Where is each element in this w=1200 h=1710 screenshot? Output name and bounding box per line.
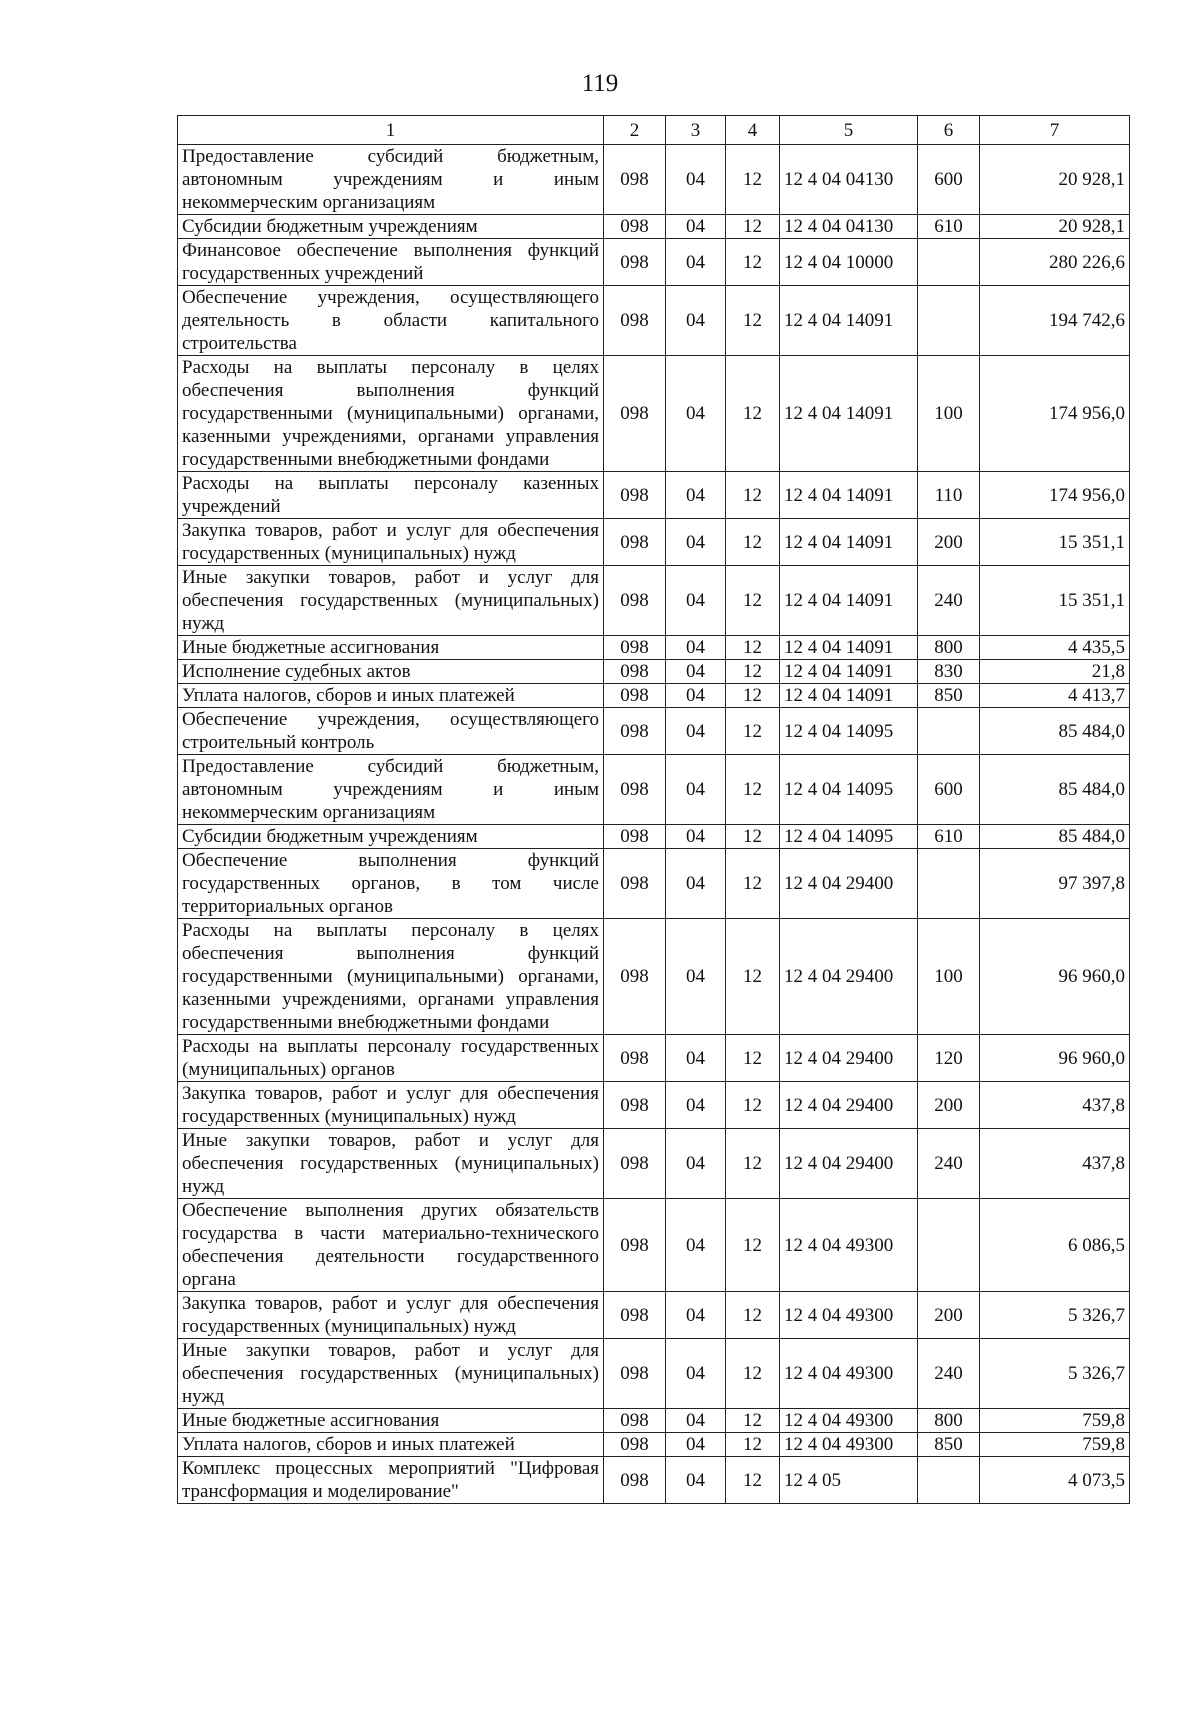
row-col4-cell: 12 <box>726 849 780 919</box>
row-name-cell: Расходы на выплаты персоналу казенных учреждений <box>178 472 604 519</box>
row-name-cell: Иные закупки товаров, работ и услуг для обеспечения государственных (муниципальных) нужд <box>178 1339 604 1409</box>
row-col2-cell: 098 <box>604 356 666 472</box>
row-name-cell: Обеспечение выполнения других обязательств государства в части материально-технического обеспечения деятельности государственного органа <box>178 1199 604 1292</box>
row-code-cell: 12 4 04 29400 <box>780 1035 918 1082</box>
row-name-cell: Расходы на выплаты персоналу в целях обеспечения выполнения функций государственными (муниципальными) органами, казенными учреждениями, органами управления государственными внебюджетными фондами <box>178 356 604 472</box>
row-amount-cell: 437,8 <box>980 1129 1130 1199</box>
row-amount-cell: 97 397,8 <box>980 849 1130 919</box>
row-col3-cell: 04 <box>666 472 726 519</box>
row-code-cell: 12 4 04 29400 <box>780 849 918 919</box>
row-col2-cell: 098 <box>604 286 666 356</box>
row-col4-cell: 12 <box>726 286 780 356</box>
row-col2-cell: 098 <box>604 1199 666 1292</box>
table-row <box>178 684 1130 708</box>
row-col3-cell: 04 <box>666 356 726 472</box>
table-row <box>178 755 1130 825</box>
row-col4-cell: 12 <box>726 1129 780 1199</box>
table-row <box>178 239 1130 286</box>
row-amount-cell: 759,8 <box>980 1433 1130 1457</box>
table-row <box>178 1129 1130 1199</box>
table-row <box>178 708 1130 755</box>
row-amount-cell: 194 742,6 <box>980 286 1130 356</box>
row-code-cell: 12 4 04 14091 <box>780 636 918 660</box>
row-col4-cell: 12 <box>726 1339 780 1409</box>
table-row <box>178 566 1130 636</box>
row-code-cell: 12 4 04 29400 <box>780 919 918 1035</box>
table-row <box>178 1339 1130 1409</box>
row-code-cell: 12 4 04 49300 <box>780 1199 918 1292</box>
row-name-cell: Расходы на выплаты персоналу государственных (муниципальных) органов <box>178 1035 604 1082</box>
row-amount-cell: 96 960,0 <box>980 1035 1130 1082</box>
header-col-6: 6 <box>918 116 980 145</box>
row-col3-cell: 04 <box>666 708 726 755</box>
row-type-cell: 800 <box>918 1409 980 1433</box>
row-type-cell <box>918 1457 980 1504</box>
row-col2-cell: 098 <box>604 239 666 286</box>
row-type-cell: 110 <box>918 472 980 519</box>
row-type-cell <box>918 286 980 356</box>
table-row <box>178 472 1130 519</box>
row-type-cell: 240 <box>918 1129 980 1199</box>
row-type-cell: 200 <box>918 1292 980 1339</box>
row-col4-cell: 12 <box>726 472 780 519</box>
row-col2-cell: 098 <box>604 1082 666 1129</box>
header-col-2: 2 <box>604 116 666 145</box>
row-name-cell: Иные закупки товаров, работ и услуг для обеспечения государственных (муниципальных) нужд <box>178 1129 604 1199</box>
row-col2-cell: 098 <box>604 1129 666 1199</box>
row-type-cell <box>918 849 980 919</box>
row-code-cell: 12 4 04 49300 <box>780 1292 918 1339</box>
row-col2-cell: 098 <box>604 1457 666 1504</box>
row-name-cell: Закупка товаров, работ и услуг для обеспечения государственных (муниципальных) нужд <box>178 1082 604 1129</box>
row-col4-cell: 12 <box>726 1433 780 1457</box>
row-type-cell: 610 <box>918 215 980 239</box>
row-col4-cell: 12 <box>726 636 780 660</box>
row-amount-cell: 21,8 <box>980 660 1130 684</box>
table-row <box>178 1292 1130 1339</box>
row-type-cell: 240 <box>918 1339 980 1409</box>
table-row <box>178 825 1130 849</box>
row-col3-cell: 04 <box>666 684 726 708</box>
row-col3-cell: 04 <box>666 1457 726 1504</box>
row-amount-cell: 5 326,7 <box>980 1339 1130 1409</box>
row-amount-cell: 85 484,0 <box>980 825 1130 849</box>
row-col3-cell: 04 <box>666 1433 726 1457</box>
row-type-cell <box>918 708 980 755</box>
row-type-cell: 240 <box>918 566 980 636</box>
row-type-cell: 600 <box>918 145 980 215</box>
row-col3-cell: 04 <box>666 1199 726 1292</box>
row-col4-cell: 12 <box>726 145 780 215</box>
row-col3-cell: 04 <box>666 1035 726 1082</box>
header-col-3: 3 <box>666 116 726 145</box>
row-col2-cell: 098 <box>604 472 666 519</box>
row-col3-cell: 04 <box>666 825 726 849</box>
row-col4-cell: 12 <box>726 1082 780 1129</box>
row-col3-cell: 04 <box>666 636 726 660</box>
row-col2-cell: 098 <box>604 1339 666 1409</box>
row-col4-cell: 12 <box>726 519 780 566</box>
row-col4-cell: 12 <box>726 1292 780 1339</box>
row-col2-cell: 098 <box>604 919 666 1035</box>
row-code-cell: 12 4 04 14091 <box>780 660 918 684</box>
row-code-cell: 12 4 04 14091 <box>780 472 918 519</box>
row-col3-cell: 04 <box>666 239 726 286</box>
row-code-cell: 12 4 04 29400 <box>780 1082 918 1129</box>
row-type-cell: 100 <box>918 356 980 472</box>
row-col2-cell: 098 <box>604 755 666 825</box>
table-row <box>178 1199 1130 1292</box>
table-row <box>178 636 1130 660</box>
row-type-cell: 850 <box>918 1433 980 1457</box>
header-row <box>178 116 1130 145</box>
row-col4-cell: 12 <box>726 919 780 1035</box>
row-type-cell: 830 <box>918 660 980 684</box>
row-name-cell: Обеспечение учреждения, осуществляющего деятельность в области капитального строительства <box>178 286 604 356</box>
row-col2-cell: 098 <box>604 636 666 660</box>
row-name-cell: Иные закупки товаров, работ и услуг для обеспечения государственных (муниципальных) нужд <box>178 566 604 636</box>
table-row <box>178 1457 1130 1504</box>
row-col3-cell: 04 <box>666 1129 726 1199</box>
row-col2-cell: 098 <box>604 708 666 755</box>
row-name-cell: Комплекс процессных мероприятий "Цифровая трансформация и моделирование" <box>178 1457 604 1504</box>
row-amount-cell: 20 928,1 <box>980 215 1130 239</box>
row-code-cell: 12 4 04 14091 <box>780 519 918 566</box>
table-body <box>178 145 1130 1504</box>
row-amount-cell: 15 351,1 <box>980 519 1130 566</box>
table-row <box>178 1082 1130 1129</box>
row-name-cell: Обеспечение выполнения функций государственных органов, в том числе территориальных органов <box>178 849 604 919</box>
row-amount-cell: 20 928,1 <box>980 145 1130 215</box>
row-name-cell: Обеспечение учреждения, осуществляющего строительный контроль <box>178 708 604 755</box>
table-row <box>178 660 1130 684</box>
row-col2-cell: 098 <box>604 519 666 566</box>
header-col-1: 1 <box>178 116 604 145</box>
row-amount-cell: 85 484,0 <box>980 708 1130 755</box>
row-code-cell: 12 4 04 49300 <box>780 1433 918 1457</box>
row-code-cell: 12 4 04 14095 <box>780 708 918 755</box>
row-type-cell <box>918 1199 980 1292</box>
table-row <box>178 919 1130 1035</box>
row-col2-cell: 098 <box>604 849 666 919</box>
row-amount-cell: 4 073,5 <box>980 1457 1130 1504</box>
row-col4-cell: 12 <box>726 239 780 286</box>
row-code-cell: 12 4 04 04130 <box>780 145 918 215</box>
row-col4-cell: 12 <box>726 755 780 825</box>
row-amount-cell: 85 484,0 <box>980 755 1130 825</box>
row-name-cell: Субсидии бюджетным учреждениям <box>178 215 604 239</box>
row-amount-cell: 5 326,7 <box>980 1292 1130 1339</box>
row-col3-cell: 04 <box>666 286 726 356</box>
row-col4-cell: 12 <box>726 1457 780 1504</box>
row-col4-cell: 12 <box>726 825 780 849</box>
row-col4-cell: 12 <box>726 1199 780 1292</box>
row-col3-cell: 04 <box>666 755 726 825</box>
row-col3-cell: 04 <box>666 215 726 239</box>
row-code-cell: 12 4 04 14091 <box>780 566 918 636</box>
row-col3-cell: 04 <box>666 566 726 636</box>
row-col3-cell: 04 <box>666 660 726 684</box>
row-code-cell: 12 4 04 14091 <box>780 286 918 356</box>
row-col2-cell: 098 <box>604 215 666 239</box>
row-code-cell: 12 4 04 14095 <box>780 755 918 825</box>
row-code-cell: 12 4 04 14095 <box>780 825 918 849</box>
row-amount-cell: 759,8 <box>980 1409 1130 1433</box>
table-row <box>178 1035 1130 1082</box>
row-col2-cell: 098 <box>604 825 666 849</box>
row-col4-cell: 12 <box>726 1035 780 1082</box>
row-code-cell: 12 4 04 10000 <box>780 239 918 286</box>
header-col-7: 7 <box>980 116 1130 145</box>
row-col4-cell: 12 <box>726 708 780 755</box>
row-amount-cell: 4 435,5 <box>980 636 1130 660</box>
table-row <box>178 1433 1130 1457</box>
table-row <box>178 215 1130 239</box>
header-col-4: 4 <box>726 116 780 145</box>
table-row <box>178 286 1130 356</box>
row-code-cell: 12 4 04 14091 <box>780 356 918 472</box>
row-col4-cell: 12 <box>726 660 780 684</box>
row-type-cell: 200 <box>918 519 980 566</box>
row-amount-cell: 280 226,6 <box>980 239 1130 286</box>
row-col3-cell: 04 <box>666 849 726 919</box>
row-code-cell: 12 4 05 <box>780 1457 918 1504</box>
row-type-cell: 100 <box>918 919 980 1035</box>
budget-table <box>177 115 1130 1504</box>
row-col2-cell: 098 <box>604 1409 666 1433</box>
row-col3-cell: 04 <box>666 145 726 215</box>
row-name-cell: Закупка товаров, работ и услуг для обеспечения государственных (муниципальных) нужд <box>178 1292 604 1339</box>
row-col2-cell: 098 <box>604 660 666 684</box>
row-name-cell: Финансовое обеспечение выполнения функций государственных учреждений <box>178 239 604 286</box>
row-type-cell: 850 <box>918 684 980 708</box>
row-name-cell: Исполнение судебных актов <box>178 660 604 684</box>
row-type-cell: 800 <box>918 636 980 660</box>
table-row <box>178 356 1130 472</box>
row-name-cell: Иные бюджетные ассигнования <box>178 636 604 660</box>
row-code-cell: 12 4 04 49300 <box>780 1339 918 1409</box>
row-col3-cell: 04 <box>666 1082 726 1129</box>
row-code-cell: 12 4 04 29400 <box>780 1129 918 1199</box>
row-name-cell: Иные бюджетные ассигнования <box>178 1409 604 1433</box>
row-name-cell: Расходы на выплаты персоналу в целях обеспечения выполнения функций государственными (муниципальными) органами, казенными учреждениями, органами управления государственными внебюджетными фондами <box>178 919 604 1035</box>
row-amount-cell: 437,8 <box>980 1082 1130 1129</box>
row-name-cell: Уплата налогов, сборов и иных платежей <box>178 1433 604 1457</box>
row-col2-cell: 098 <box>604 145 666 215</box>
row-code-cell: 12 4 04 14091 <box>780 684 918 708</box>
row-col3-cell: 04 <box>666 1292 726 1339</box>
row-col4-cell: 12 <box>726 566 780 636</box>
row-col4-cell: 12 <box>726 356 780 472</box>
row-col3-cell: 04 <box>666 1339 726 1409</box>
row-type-cell: 600 <box>918 755 980 825</box>
row-code-cell: 12 4 04 49300 <box>780 1409 918 1433</box>
row-amount-cell: 96 960,0 <box>980 919 1130 1035</box>
row-col2-cell: 098 <box>604 1433 666 1457</box>
table-row <box>178 1409 1130 1433</box>
header-col-5: 5 <box>780 116 918 145</box>
row-col4-cell: 12 <box>726 684 780 708</box>
row-col2-cell: 098 <box>604 684 666 708</box>
row-amount-cell: 174 956,0 <box>980 356 1130 472</box>
row-type-cell <box>918 239 980 286</box>
table-row <box>178 145 1130 215</box>
row-col3-cell: 04 <box>666 519 726 566</box>
row-amount-cell: 174 956,0 <box>980 472 1130 519</box>
row-amount-cell: 4 413,7 <box>980 684 1130 708</box>
page-number: 119 <box>581 70 619 97</box>
row-name-cell: Закупка товаров, работ и услуг для обеспечения государственных (муниципальных) нужд <box>178 519 604 566</box>
table-row <box>178 519 1130 566</box>
row-type-cell: 610 <box>918 825 980 849</box>
row-col2-cell: 098 <box>604 1292 666 1339</box>
row-name-cell: Уплата налогов, сборов и иных платежей <box>178 684 604 708</box>
row-code-cell: 12 4 04 04130 <box>780 215 918 239</box>
table-row <box>178 849 1130 919</box>
row-col4-cell: 12 <box>726 215 780 239</box>
row-name-cell: Субсидии бюджетным учреждениям <box>178 825 604 849</box>
row-amount-cell: 6 086,5 <box>980 1199 1130 1292</box>
row-name-cell: Предоставление субсидий бюджетным, автономным учреждениям и иным некоммерческим организациям <box>178 755 604 825</box>
row-col4-cell: 12 <box>726 1409 780 1433</box>
row-col2-cell: 098 <box>604 566 666 636</box>
row-col3-cell: 04 <box>666 919 726 1035</box>
row-amount-cell: 15 351,1 <box>980 566 1130 636</box>
row-name-cell: Предоставление субсидий бюджетным, автономным учреждениям и иным некоммерческим организациям <box>178 145 604 215</box>
row-type-cell: 120 <box>918 1035 980 1082</box>
row-col3-cell: 04 <box>666 1409 726 1433</box>
row-type-cell: 200 <box>918 1082 980 1129</box>
row-col2-cell: 098 <box>604 1035 666 1082</box>
